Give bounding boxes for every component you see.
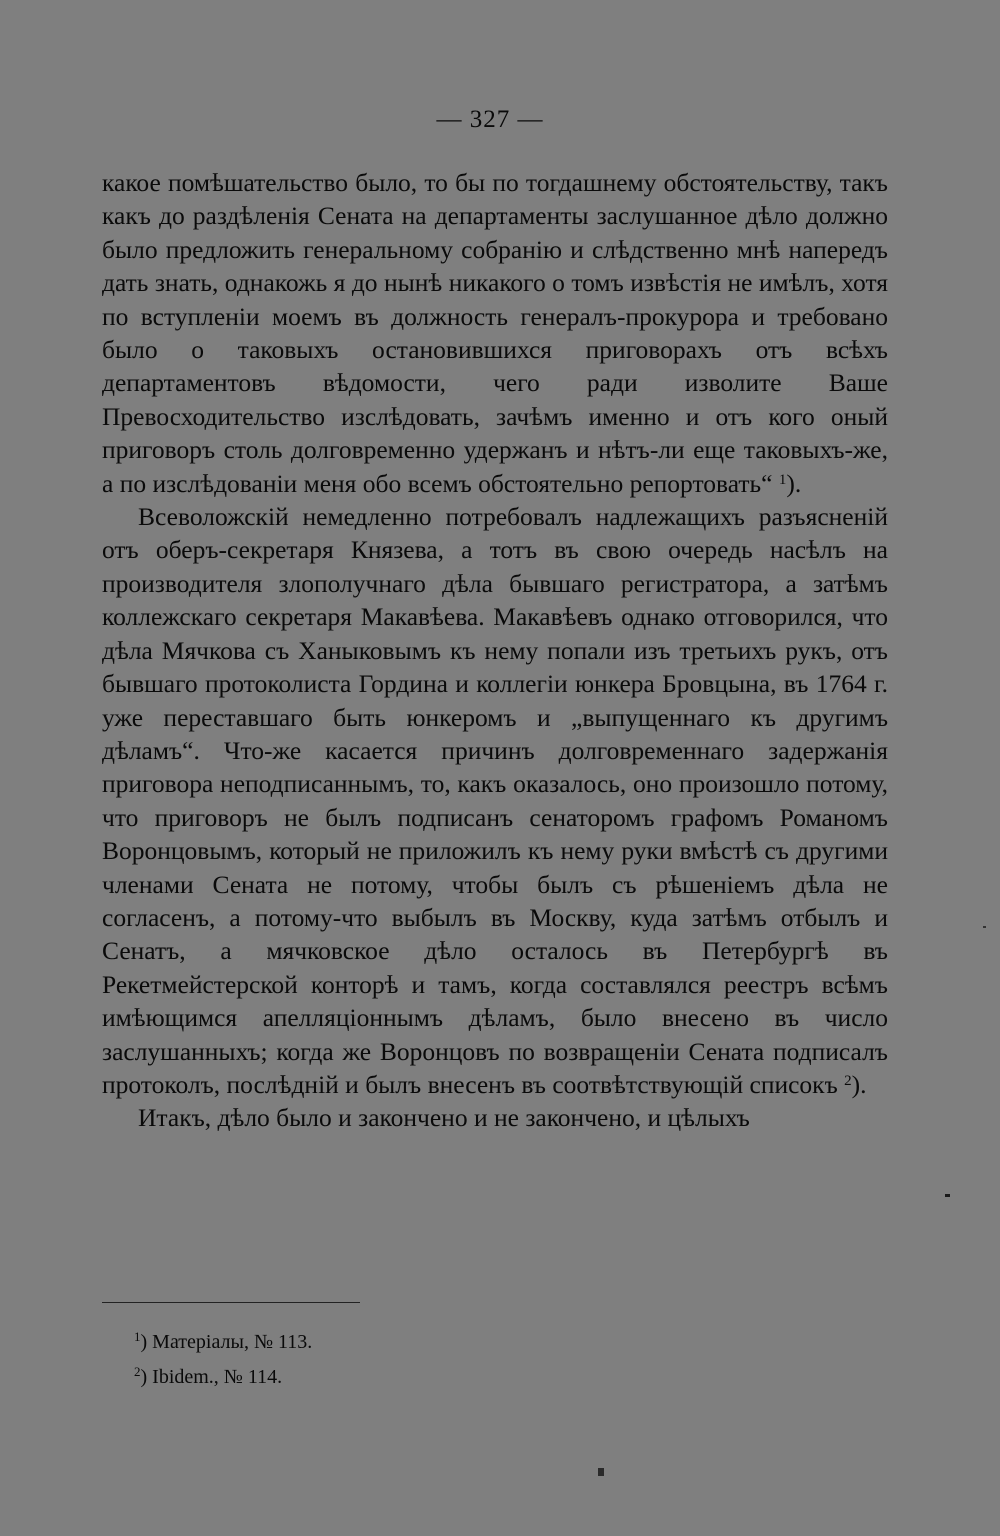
paragraph-3 (102, 1101, 888, 1134)
footnote-2 (134, 1357, 312, 1392)
body-text (102, 166, 888, 1135)
footnote-1 (134, 1322, 312, 1357)
paragraph-2 (102, 500, 888, 1101)
footnote-divider (102, 1302, 360, 1303)
footnote-ref-1: 1 (778, 471, 787, 488)
paragraph-3-text: Итакъ, дѣло было и закончено и не закончено, и цѣлыхъ (138, 1103, 750, 1133)
footnotes (134, 1322, 312, 1392)
paragraph-2-tail: ). (851, 1069, 867, 1099)
footnote-ref-2: 2 (844, 1072, 852, 1089)
footnote-1-mark: 1 (134, 1329, 141, 1344)
footnote-1-text: ) Матеріалы, № 113. (140, 1331, 313, 1353)
page-number: — 327 — (436, 106, 544, 133)
footnote-2-text: ) Ibidem., № 114. (140, 1366, 283, 1388)
scan-speck (598, 1468, 604, 1476)
paragraph-1-tail: ). (786, 468, 802, 498)
paragraph-2-text: Всеволожскій немедленно потребовалъ надлежащихъ разъясненій отъ оберъ-секретаря Князева, а тотъ въ свою очередь насѣлъ на производителя злополучнаго дѣла бывшаго регистратора, а затѣмъ коллежскаго секретаря Макавѣева. Макавѣевъ однако отговорился, что дѣла Мячкова съ Ханыковымъ къ нему попали изъ третьихъ рукъ, отъ бывшаго протоколиста Гордина и коллегіи юнкера Бровцына, въ 1764 г. уже переставшаго быть юнкеромъ и „выпущеннаго къ другимъ дѣламъ“. Что-же касается причинъ долговременнаго задержанія приговора неподписаннымъ, то, какъ оказалось, оно произошло потому, что приговоръ не былъ подписанъ сенаторомъ графомъ Романомъ Воронцовымъ, который не приложилъ къ нему руки вмѣстѣ съ другими членами Сената не потому, чтобы былъ съ рѣшеніемъ дѣла не согласенъ, а потому-что выбылъ въ Москву, куда затѣмъ отбылъ и Сенатъ, а мячковское дѣло осталось въ Петербургѣ въ Рекетмейстерской конторѣ и тамъ, когда составлялся реестръ всѣмъ имѣющимся апелляціоннымъ дѣламъ, было внесено въ число заслушанныхъ; когда же Воронцовъ по возвращеніи Сената подписалъ протоколъ, послѣдній и былъ внесенъ въ соотвѣтствующій списокъ (102, 502, 888, 1099)
paragraph-1 (102, 166, 888, 500)
footnote-2-mark: 2 (134, 1364, 141, 1379)
scan-speck (945, 1194, 950, 1197)
paragraph-1-text: какое помѣшательство было, то бы по тогдашнему обстоятельству, такъ какъ до раздѣленія Сената на департаменты заслушанное дѣло должно было предложить генеральному собранію и слѣдственно мнѣ напередъ дать знать, однакожь я до нынѣ никакого о томъ извѣстія не имѣлъ, хотя по вступленіи моемъ въ должность генералъ-прокурора и требовано было о таковыхъ остановившихся приговорахъ отъ всѣхъ департаментовъ вѣдомости, чего ради изволите Ваше Превосходительство изслѣдовать, зачѣмъ именно и отъ кого оный приговоръ столь долговременно удержанъ и нѣтъ-ли еще таковыхъ-же, а по изслѣдованіи меня обо всемъ обстоятельно репортовать“ (102, 168, 888, 498)
scan-speck (983, 926, 986, 928)
